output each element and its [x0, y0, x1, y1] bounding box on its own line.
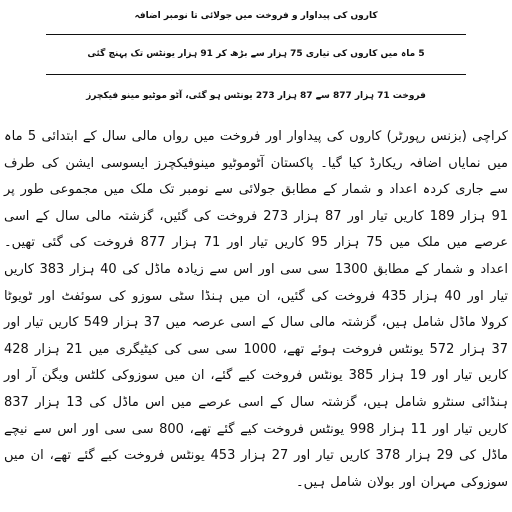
headline-main: کاروں کی پیداوار و فروخت میں جولائی تا نومبر اضافہ [134, 11, 378, 21]
article-body: کراچی (بزنس رپورٹر) کاروں کی پیداوار اور فروخت میں رواں مالی سال کے ابتدائی 5 ماہ میں نمایاں اضافہ ریکارڈ کیا گیا۔ پاکستان آٹوموٹیو مینوفیکچرز ایسوسی ایشن کی طرف سے جاری کردہ اعداد و شمار کے مطابق جولائی سے نومبر تک ملک میں مجموعی طور پر 91 ہزار 189 کاریں تیار اور 87 ہزار 273 فروخت کی گئیں، گزشتہ مالی سال کے اسی عرصے میں ملک میں 75 ہزار 95 کاریں تیار اور 71 ہزار 877 فروخت کی گئی تھیں۔ اعداد و شمار کے مطابق 1300 سی سی اور اس سے زیادہ ماڈل کی 40 ہزار 383 کاریں تیار اور 40 ہزار 435 فروخت کی گئیں، ان میں ہنڈا سٹی سوزو کی سوئفٹ اور ٹویوٹا کرولا ماڈل شامل ہیں، گزشتہ مالی سال کے اسی عرصہ میں 37 ہزار 549 کاریں تیار اور 37 ہزار 572 یونٹس فروخت ہوئے تھے، 1000 سی سی کی کیٹیگری میں 21 ہزار 428 کاریں تیار اور 19 ہزار 385 یونٹس فروخت کیے گئے، ان میں سوزوکی کلٹس ویگن آر اور ہنڈائی سنٹرو شامل ہیں، گزشتہ سال کے اسی عرصے میں اس ماڈل کی 13 ہزار 837 کاریں تیار اور 11 ہزار 998 یونٹس فروخت کیے گئے تھے، 800 سی سی اور اس سے نیچے ماڈل کی 29 ہزار 378 کاریں تیار اور 27 ہزار 453 یونٹس فروخت کیے گئے تھے، ان میں سوزوکی مہران اور بولان شامل ہیں۔ [4, 129, 509, 490]
headline-production: 5 ماہ میں کاروں کی تیاری 75 ہزار سے بڑھ کر 91 ہزار یونٹس تک پہنچ گئی [87, 49, 425, 59]
divider-rule-bottom [46, 74, 466, 75]
divider-rule-top [46, 34, 466, 35]
headline-sales: فروخت 71 ہزار 877 سے 87 ہزار 273 یونٹس ہو گئی، آٹو موٹیو مینو فیکچرز [86, 91, 426, 101]
